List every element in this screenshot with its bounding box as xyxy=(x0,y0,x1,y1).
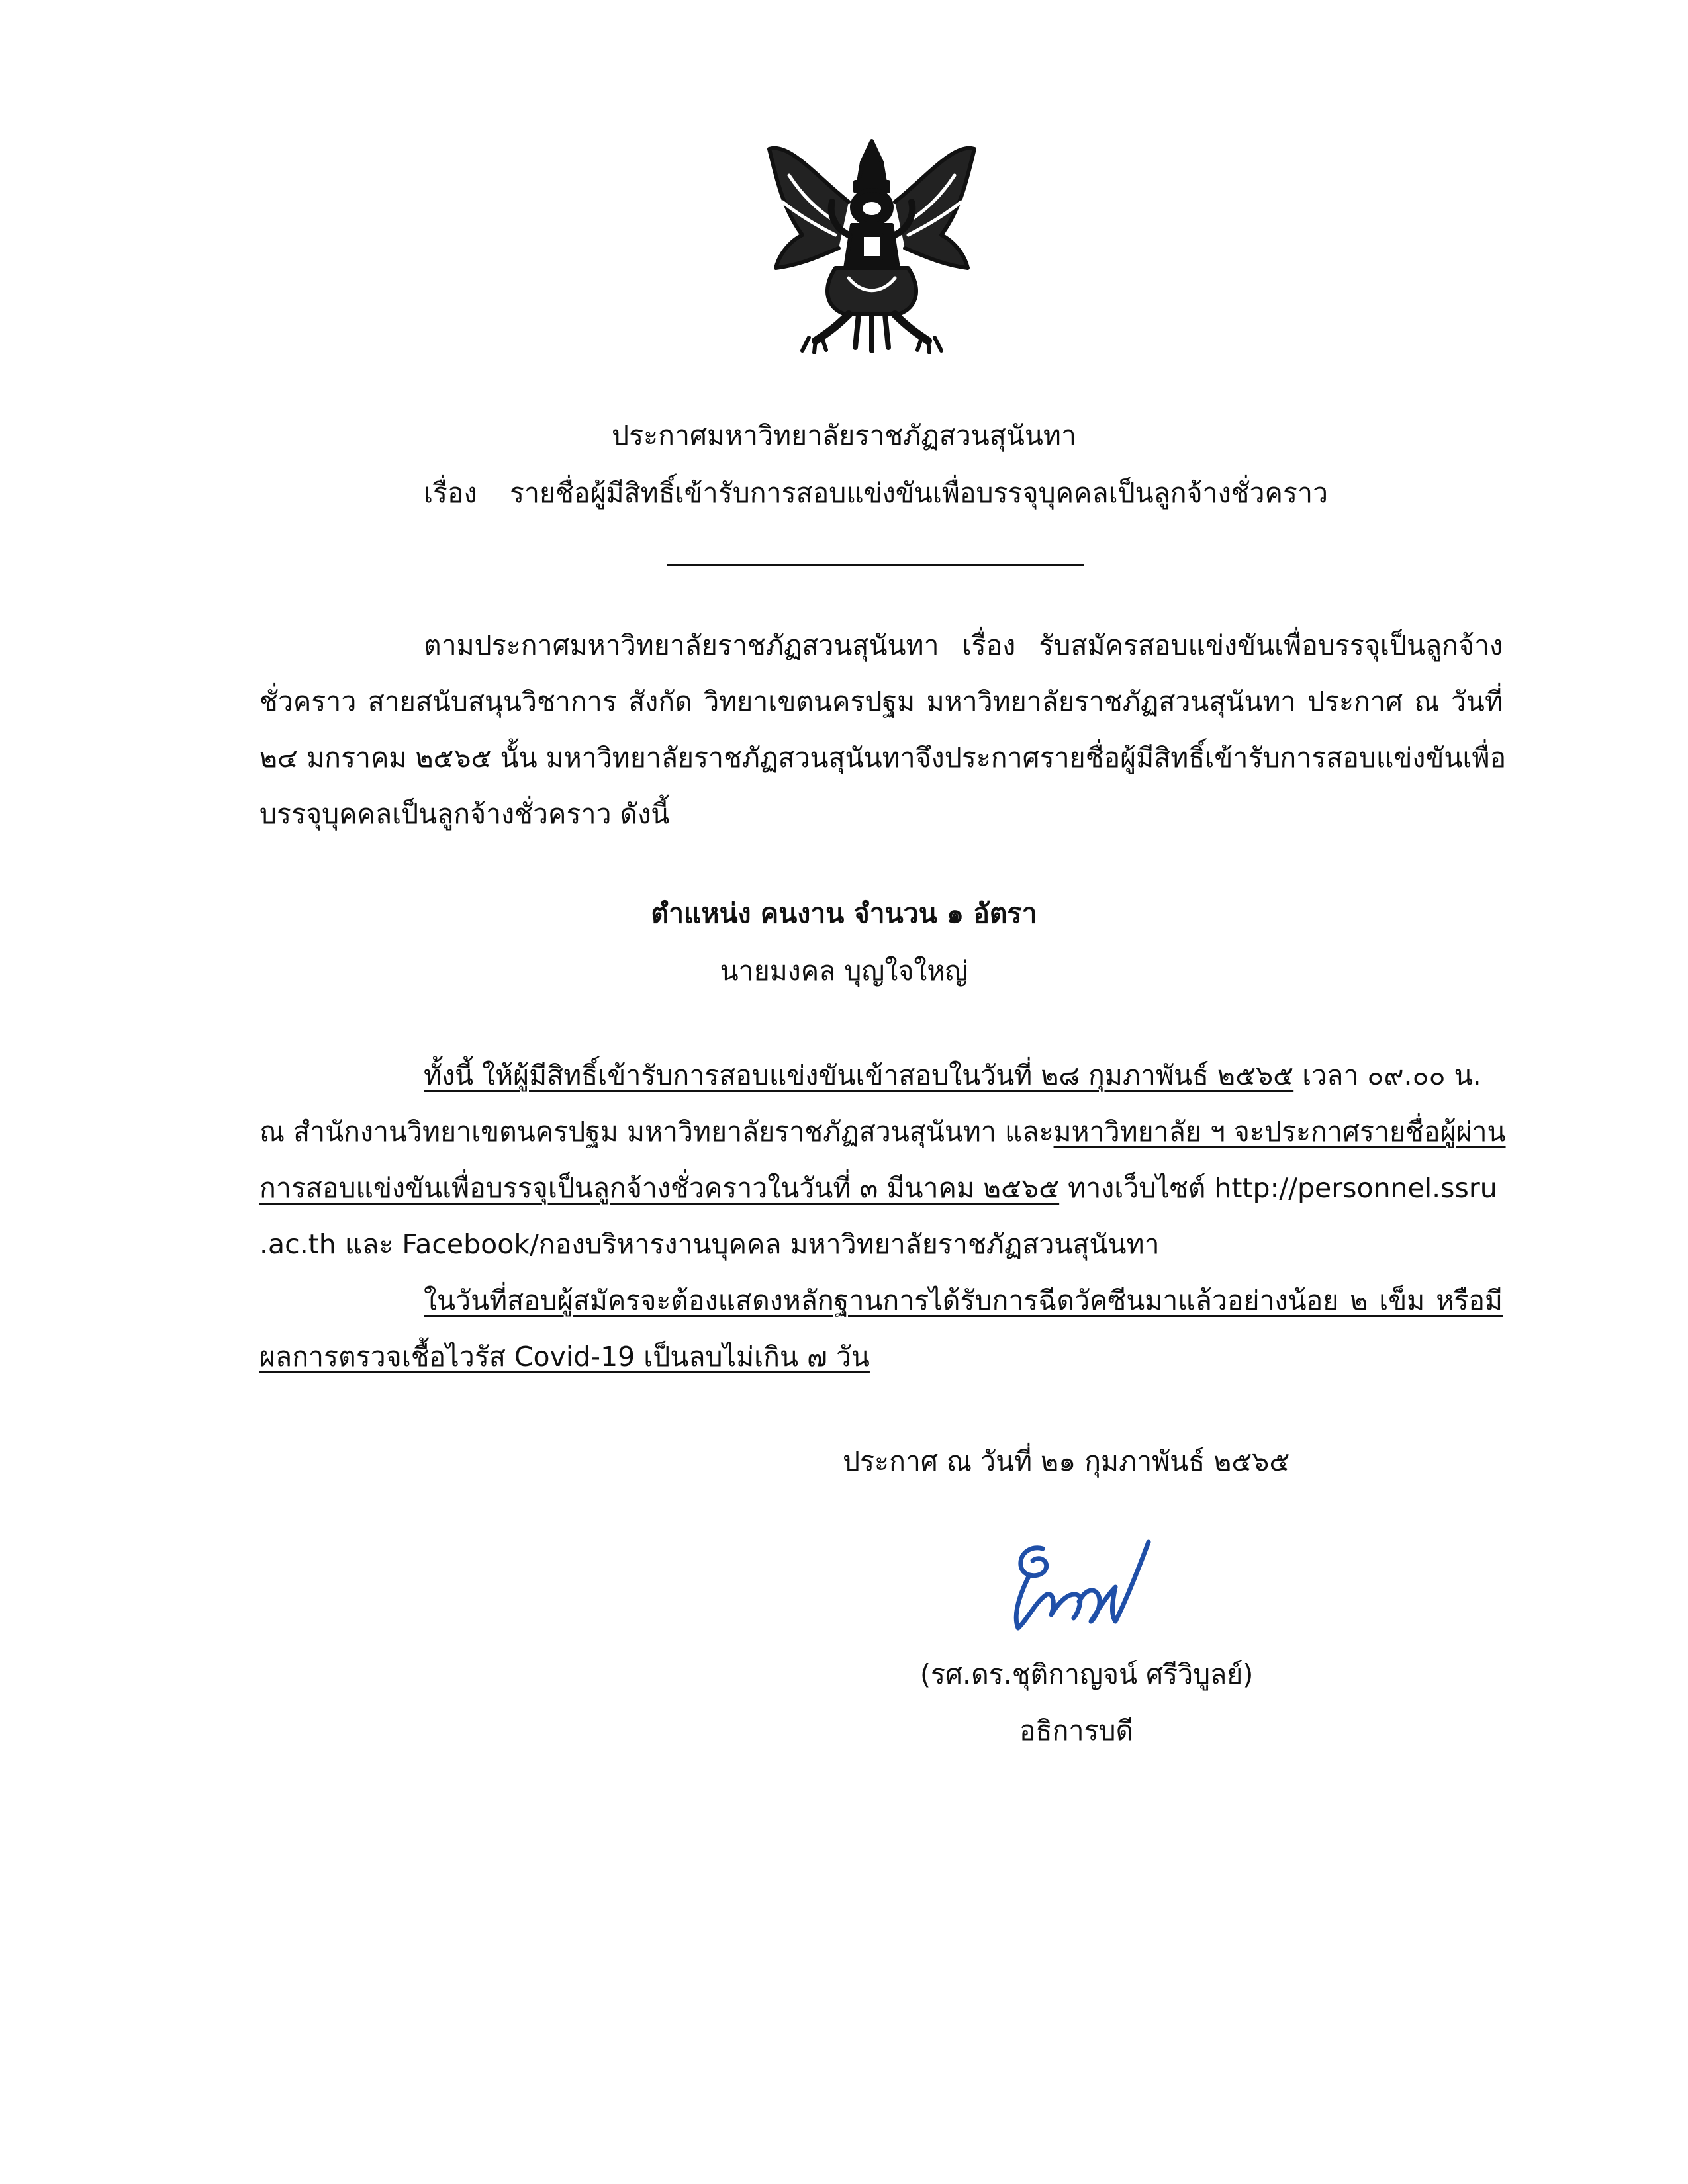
results-announcement-underlined: มหาวิทยาลัย ฯ จะประกาศรายชื่อผู้ผ่าน xyxy=(1053,1116,1506,1148)
vaccine-line2: ผลการตรวจเชื้อไวรัส Covid-19 เป็นลบไม่เกิน ๗ วัน xyxy=(259,1341,870,1373)
exam-line3 xyxy=(259,1168,1503,1208)
results-date-underlined: การสอบแข่งขันเพื่อบรรจุเป็นลูกจ้างชั่วคราวในวันที่ ๓ มีนาคม ๒๕๖๕ xyxy=(259,1172,1060,1204)
exam-line1 xyxy=(424,1056,1503,1095)
vaccine-line1: ในวันที่สอบผู้สมัครจะต้องแสดงหลักฐานการได้รับการฉีดวัคซีนมาแล้วอย่างน้อย ๒ เข็ม หรือมี xyxy=(424,1285,1503,1316)
exam-line2 xyxy=(259,1112,1506,1152)
position-heading: ตำแหน่ง คนงาน จำนวน ๑ อัตรา xyxy=(651,897,1037,929)
exam-venue: ณ สำนักงานวิทยาเขตนครปฐม มหาวิทยาลัยราชภัฏสวนสุนันทา และ xyxy=(259,1116,1054,1148)
paragraph1-line3: ๒๔ มกราคม ๒๕๖๕ นั้น มหาวิทยาลัยราชภัฏสวนสุนันทาจึงประกาศรายชื่อผู้มีสิทธิ์เข้ารับการสอบแข่งขันเพื่อ xyxy=(259,742,1507,774)
signer-name: (รศ.ดร.ชุติกาญจน์ ศรีวิบูลย์) xyxy=(920,1659,1254,1690)
paragraph1-line4: บรรจุบุคคลเป็นลูกจ้างชั่วคราว ดังนี้ xyxy=(259,798,670,830)
paragraph1-line2: ชั่วคราว สายสนับสนุนวิชาการ สังกัด วิทยาเขตนครปฐม มหาวิทยาลัยราชภัฏสวนสุนันทา ประกาศ ณ วันที่ xyxy=(259,686,1503,717)
garuda-emblem-icon xyxy=(763,136,981,354)
handwritten-signature-icon xyxy=(980,1522,1192,1648)
website-text: ทางเว็บไซต์ http://personnel.ssru xyxy=(1059,1172,1497,1204)
announcement-date: ประกาศ ณ วันที่ ๒๑ กุมภาพันธ์ ๒๕๖๕ xyxy=(843,1445,1290,1477)
title-divider xyxy=(667,564,1084,566)
exam-date-underlined: ทั้งนี้ ให้ผู้มีสิทธิ์เข้ารับการสอบแข่งขันเข้าสอบในวันที่ ๒๘ กุมภาพันธ์ ๒๕๖๕ xyxy=(424,1060,1294,1091)
document-title: ประกาศมหาวิทยาลัยราชภัฏสวนสุนันทา xyxy=(612,420,1076,451)
signer-title: อธิการบดี xyxy=(1019,1715,1134,1747)
exam-time: เวลา ๐๙.๐๐ น. xyxy=(1293,1060,1481,1091)
subject-text: รายชื่อผู้มีสิทธิ์เข้ารับการสอบแข่งขันเพื่อบรรจุบุคคลเป็นลูกจ้างชั่วคราว xyxy=(510,477,1329,509)
exam-line4: .ac.th และ Facebook/กองบริหารงานบุคคล มหาวิทยาลัยราชภัฏสวนสุนันทา xyxy=(259,1228,1160,1260)
subject-label: เรื่อง xyxy=(424,477,477,509)
paragraph1-line1: ตามประกาศมหาวิทยาลัยราชภัฏสวนสุนันทา เรื่อง รับสมัครสอบแข่งขันเพื่อบรรจุเป็นลูกจ้าง xyxy=(424,629,1503,661)
candidate-name: นายมงคล บุญใจใหญ่ xyxy=(720,955,968,987)
